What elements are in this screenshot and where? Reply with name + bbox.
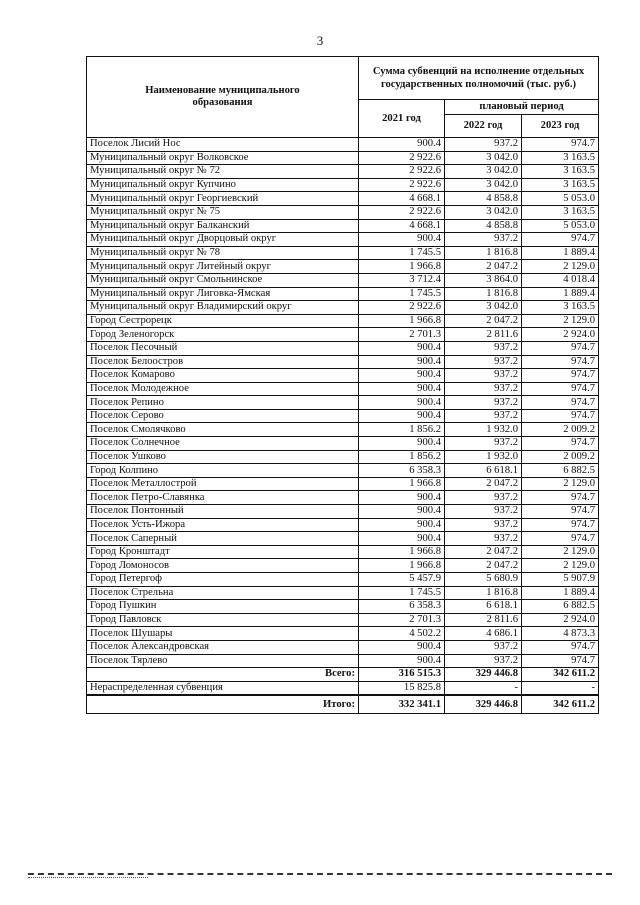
row-name: Муниципальный округ Волковское [87,151,359,165]
row-name: Поселок Металлострой [87,477,359,491]
row-value-2022: 937.2 [445,640,522,654]
row-name: Поселок Смолячково [87,423,359,437]
row-value-2022: 937.2 [445,355,522,369]
row-name: Поселок Петро-Славянка [87,491,359,505]
header-year-2022: 2022 год [445,115,522,138]
row-value-2021: 900.4 [359,382,445,396]
row-value-2022: 4 858.8 [445,192,522,206]
row-value-2021: 900.4 [359,138,445,152]
row-value-2021: 900.4 [359,437,445,451]
row-value-2021: 4 668.1 [359,219,445,233]
row-value-2023: 2 009.2 [522,450,599,464]
row-name: Муниципальный округ № 72 [87,165,359,179]
row-value-2023: 1 889.4 [522,246,599,260]
row-value-2023: 974.7 [522,382,599,396]
row-name: Город Сестрорецк [87,314,359,328]
table-row [87,246,599,260]
table-row [87,545,599,559]
row-value-2023: 974.7 [522,409,599,423]
total-label: Итого: [87,695,359,714]
row-value-2021: 6 358.3 [359,600,445,614]
row-value-2022: 6 618.1 [445,600,522,614]
row-name: Город Павловск [87,613,359,627]
unallocated-2021: 15 825.8 [359,681,445,695]
row-value-2023: 974.7 [522,640,599,654]
row-value-2023: 1 889.4 [522,586,599,600]
table-row [87,423,599,437]
row-value-2021: 4 502.2 [359,627,445,641]
row-name: Поселок Стрельна [87,586,359,600]
table-row [87,301,599,315]
row-name: Поселок Молодежное [87,382,359,396]
header-year-2023: 2023 год [522,115,599,138]
row-value-2023: 974.7 [522,233,599,247]
row-value-2021: 2 922.6 [359,165,445,179]
subtotal-2021: 316 515.3 [359,668,445,682]
row-name: Поселок Комарово [87,369,359,383]
row-name: Город Колпино [87,464,359,478]
row-name: Поселок Серово [87,409,359,423]
table-row [87,396,599,410]
table-row [87,328,599,342]
row-value-2022: 3 042.0 [445,165,522,179]
subtotal-2022: 329 446.8 [445,668,522,682]
row-name: Муниципальный округ Лиговка-Ямская [87,287,359,301]
row-name: Поселок Усть-Ижора [87,518,359,532]
row-name: Муниципальный округ Владимирский округ [87,301,359,315]
row-value-2022: 1 816.8 [445,586,522,600]
row-name: Поселок Солнечное [87,437,359,451]
table-row [87,654,599,668]
row-value-2022: 2 811.6 [445,328,522,342]
row-value-2023: 3 163.5 [522,178,599,192]
unallocated-label: Нераспределенная субвенция [87,681,359,695]
row-value-2021: 900.4 [359,396,445,410]
table-row [87,260,599,274]
row-value-2023: 2 129.0 [522,260,599,274]
row-value-2022: 2 047.2 [445,559,522,573]
row-name: Город Ломоносов [87,559,359,573]
row-value-2023: 2 009.2 [522,423,599,437]
page-number: 3 [316,33,324,48]
unallocated-2022: - [445,681,522,695]
row-value-2021: 4 668.1 [359,192,445,206]
row-name: Поселок Репино [87,396,359,410]
row-name: Муниципальный округ Купчино [87,178,359,192]
row-value-2022: 1 816.8 [445,287,522,301]
header-year-2021: 2021 год [359,100,445,138]
unallocated-row [87,681,599,695]
table-row [87,369,599,383]
row-value-2022: 937.2 [445,396,522,410]
row-value-2022: 3 042.0 [445,178,522,192]
row-value-2023: 2 129.0 [522,545,599,559]
row-value-2022: 3 042.0 [445,301,522,315]
table-row [87,640,599,654]
table-row [87,437,599,451]
row-value-2023: 2 129.0 [522,314,599,328]
row-name: Поселок Саперный [87,532,359,546]
table-header [87,57,599,138]
row-value-2022: 937.2 [445,532,522,546]
row-value-2023: 974.7 [522,138,599,152]
row-value-2023: 4 018.4 [522,273,599,287]
table-row [87,287,599,301]
row-value-2022: 1 932.0 [445,450,522,464]
table-row [87,491,599,505]
table-row [87,219,599,233]
table-row [87,573,599,587]
row-value-2021: 900.4 [359,654,445,668]
table-summary [87,668,599,714]
row-name: Поселок Понтонный [87,505,359,519]
row-value-2022: 937.2 [445,409,522,423]
row-value-2022: 6 618.1 [445,464,522,478]
table-row [87,273,599,287]
row-name: Поселок Белоостров [87,355,359,369]
row-value-2021: 1 966.8 [359,559,445,573]
row-value-2023: 1 889.4 [522,287,599,301]
row-value-2021: 2 701.3 [359,328,445,342]
row-value-2022: 937.2 [445,505,522,519]
row-value-2023: 5 907.9 [522,573,599,587]
row-value-2023: 974.7 [522,532,599,546]
header-name-col: Наименование муниципального образования [87,57,359,138]
row-value-2023: 3 163.5 [522,301,599,315]
row-value-2021: 900.4 [359,409,445,423]
scan-edge-mark [28,877,148,878]
row-name: Муниципальный округ Смольнинское [87,273,359,287]
row-value-2023: 974.7 [522,369,599,383]
row-value-2023: 2 129.0 [522,477,599,491]
header-sum-col: Сумма субвенций на исполнение отдельных государственных полномочий (тыс. руб.) [359,57,599,100]
table-row [87,450,599,464]
row-name: Поселок Ушково [87,450,359,464]
row-value-2021: 2 922.6 [359,205,445,219]
row-value-2021: 900.4 [359,233,445,247]
row-name: Муниципальный округ № 78 [87,246,359,260]
row-value-2021: 5 457.9 [359,573,445,587]
table-row [87,165,599,179]
row-value-2021: 900.4 [359,369,445,383]
table-row [87,151,599,165]
row-value-2022: 937.2 [445,233,522,247]
row-value-2023: 2 924.0 [522,328,599,342]
table-row [87,477,599,491]
row-value-2022: 4 858.8 [445,219,522,233]
row-value-2021: 1 966.8 [359,477,445,491]
row-value-2022: 2 811.6 [445,613,522,627]
row-value-2023: 974.7 [522,355,599,369]
row-value-2021: 2 922.6 [359,301,445,315]
subtotal-2023: 342 611.2 [522,668,599,682]
row-value-2023: 5 053.0 [522,192,599,206]
row-value-2022: 1 932.0 [445,423,522,437]
row-value-2021: 900.4 [359,532,445,546]
row-name: Поселок Песочный [87,341,359,355]
table-row [87,233,599,247]
row-name: Поселок Шушары [87,627,359,641]
row-value-2022: 3 864.0 [445,273,522,287]
row-value-2021: 900.4 [359,491,445,505]
row-name: Город Кронштадт [87,545,359,559]
table-row [87,355,599,369]
table-row [87,586,599,600]
row-value-2021: 1 745.5 [359,287,445,301]
row-value-2023: 974.7 [522,341,599,355]
row-value-2021: 1 966.8 [359,314,445,328]
table-row [87,613,599,627]
total-2021: 332 341.1 [359,695,445,714]
row-value-2021: 1 856.2 [359,450,445,464]
table-row [87,205,599,219]
row-value-2022: 937.2 [445,341,522,355]
row-value-2021: 1 856.2 [359,423,445,437]
table-row [87,518,599,532]
row-value-2021: 1 966.8 [359,260,445,274]
row-value-2021: 900.4 [359,640,445,654]
row-name: Муниципальный округ Литейный округ [87,260,359,274]
row-value-2022: 2 047.2 [445,477,522,491]
row-value-2022: 5 680.9 [445,573,522,587]
table-row [87,178,599,192]
row-value-2022: 4 686.1 [445,627,522,641]
row-value-2023: 3 163.5 [522,165,599,179]
row-name: Город Пушкин [87,600,359,614]
table-row [87,138,599,152]
row-value-2022: 937.2 [445,138,522,152]
row-name: Поселок Александровская [87,640,359,654]
subtotal-label: Всего: [87,668,359,682]
table-row [87,505,599,519]
row-value-2021: 1 745.5 [359,586,445,600]
table-row [87,600,599,614]
row-value-2023: 3 163.5 [522,205,599,219]
total-row [87,695,599,714]
row-name: Муниципальный округ Георгиевский [87,192,359,206]
row-value-2022: 1 816.8 [445,246,522,260]
row-name: Муниципальный округ № 75 [87,205,359,219]
row-value-2022: 937.2 [445,369,522,383]
row-value-2023: 974.7 [522,491,599,505]
row-value-2022: 937.2 [445,518,522,532]
row-name: Город Зеленогорск [87,328,359,342]
row-value-2022: 937.2 [445,491,522,505]
row-value-2022: 3 042.0 [445,151,522,165]
row-value-2022: 937.2 [445,437,522,451]
scan-edge-line [28,873,612,875]
header-plan-period: плановый период [445,100,599,115]
row-name: Муниципальный округ Балканский [87,219,359,233]
row-value-2021: 2 701.3 [359,613,445,627]
total-2022: 329 446.8 [445,695,522,714]
table-row [87,341,599,355]
row-value-2021: 1 745.5 [359,246,445,260]
table-row [87,559,599,573]
row-value-2023: 974.7 [522,654,599,668]
row-value-2022: 937.2 [445,382,522,396]
row-value-2023: 6 882.5 [522,600,599,614]
row-value-2023: 2 129.0 [522,559,599,573]
row-name: Муниципальный округ Дворцовый округ [87,233,359,247]
row-value-2023: 974.7 [522,396,599,410]
unallocated-2023: - [522,681,599,695]
row-value-2022: 2 047.2 [445,545,522,559]
row-value-2021: 900.4 [359,505,445,519]
row-value-2023: 6 882.5 [522,464,599,478]
subtotal-row [87,668,599,682]
table-row [87,314,599,328]
row-value-2023: 974.7 [522,437,599,451]
row-value-2021: 900.4 [359,355,445,369]
row-value-2021: 1 966.8 [359,545,445,559]
row-value-2021: 2 922.6 [359,178,445,192]
table-row [87,464,599,478]
row-value-2022: 2 047.2 [445,314,522,328]
row-value-2021: 3 712.4 [359,273,445,287]
row-value-2023: 974.7 [522,518,599,532]
row-name: Поселок Лисий Нос [87,138,359,152]
table-body [87,138,599,668]
row-name: Поселок Тярлево [87,654,359,668]
row-value-2022: 937.2 [445,654,522,668]
table-row [87,192,599,206]
row-value-2021: 900.4 [359,518,445,532]
row-value-2022: 2 047.2 [445,260,522,274]
row-value-2023: 2 924.0 [522,613,599,627]
table-row [87,382,599,396]
row-value-2021: 6 358.3 [359,464,445,478]
table-row [87,532,599,546]
row-value-2022: 3 042.0 [445,205,522,219]
total-2023: 342 611.2 [522,695,599,714]
table-row [87,409,599,423]
row-value-2021: 900.4 [359,341,445,355]
table-row [87,627,599,641]
subsidy-table [86,56,599,714]
row-value-2023: 5 053.0 [522,219,599,233]
row-name: Город Петергоф [87,573,359,587]
row-value-2023: 4 873.3 [522,627,599,641]
row-value-2023: 974.7 [522,505,599,519]
row-value-2021: 2 922.6 [359,151,445,165]
row-value-2023: 3 163.5 [522,151,599,165]
